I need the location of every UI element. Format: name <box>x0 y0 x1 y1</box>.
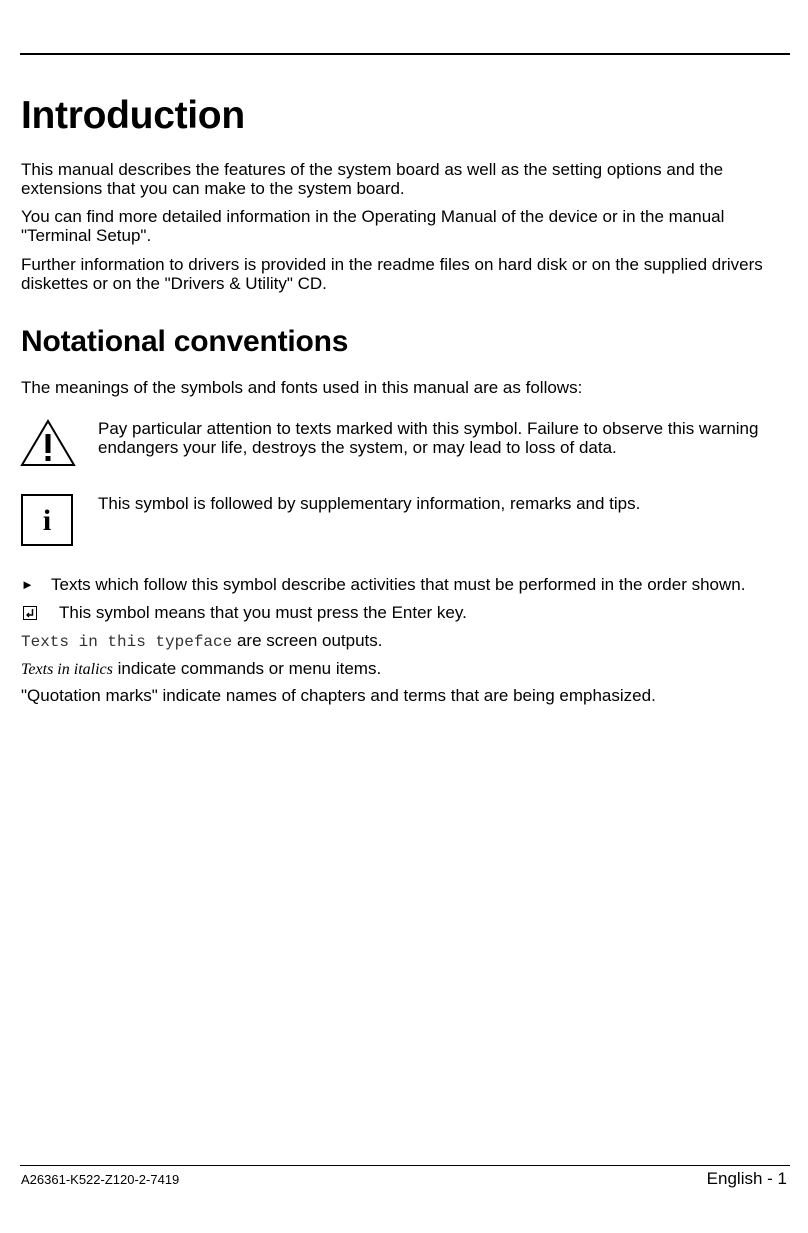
italic-sample: Texts in italics <box>21 661 113 678</box>
typeface-convention <box>21 631 383 652</box>
typeface-convention-text: are screen outputs. <box>232 631 383 650</box>
enter-convention-text: This symbol means that you must press the Enter key. <box>59 603 467 622</box>
section-title: Notational conventions <box>21 325 349 358</box>
quotation-convention: "Quotation marks" indicate names of chapters and terms that are being emphasized. <box>21 686 656 705</box>
info-text: This symbol is followed by supplementary information, remarks and tips. <box>98 494 641 513</box>
right-triangle-icon: ► <box>21 577 34 592</box>
italics-convention <box>21 659 381 679</box>
intro-paragraph-2: You can find more detailed information in the Operating Manual of the device or in the manual "Terminal Setup". <box>21 207 725 245</box>
arrow-convention <box>21 575 745 594</box>
bottom-rule <box>20 1165 790 1166</box>
info-glyph: i <box>42 504 52 537</box>
intro-paragraph-1: This manual describes the features of the system board as well as the setting options and the extensions that you can make to the system board. <box>21 160 724 198</box>
intro-paragraph-3: Further information to drivers is provided in the readme files on hard disk or on the supplied drivers diskettes or on the "Drivers & Utility" CD. <box>21 255 763 293</box>
arrow-convention-text: Texts which follow this symbol describe activities that must be performed in the order shown. <box>51 575 746 594</box>
italics-convention-text: indicate commands or menu items. <box>112 659 382 678</box>
enter-key-icon <box>23 606 37 620</box>
document-number: A26361-K522-Z120-2-7419 <box>21 1172 180 1187</box>
page-title: Introduction <box>21 94 245 137</box>
top-rule <box>20 53 790 55</box>
enter-convention <box>21 603 467 622</box>
warning-text: Pay particular attention to texts marked with this symbol. Failure to observe this warning endangers your life, destroys the system, or may lead to loss of data. <box>98 419 759 457</box>
info-icon <box>21 494 73 546</box>
monospace-sample: Texts in this typeface <box>21 633 233 651</box>
conventions-lead: The meanings of the symbols and fonts used in this manual are as follows: <box>21 378 583 397</box>
warning-triangle-icon <box>20 418 76 468</box>
page-number: English - 1 <box>706 1169 787 1188</box>
